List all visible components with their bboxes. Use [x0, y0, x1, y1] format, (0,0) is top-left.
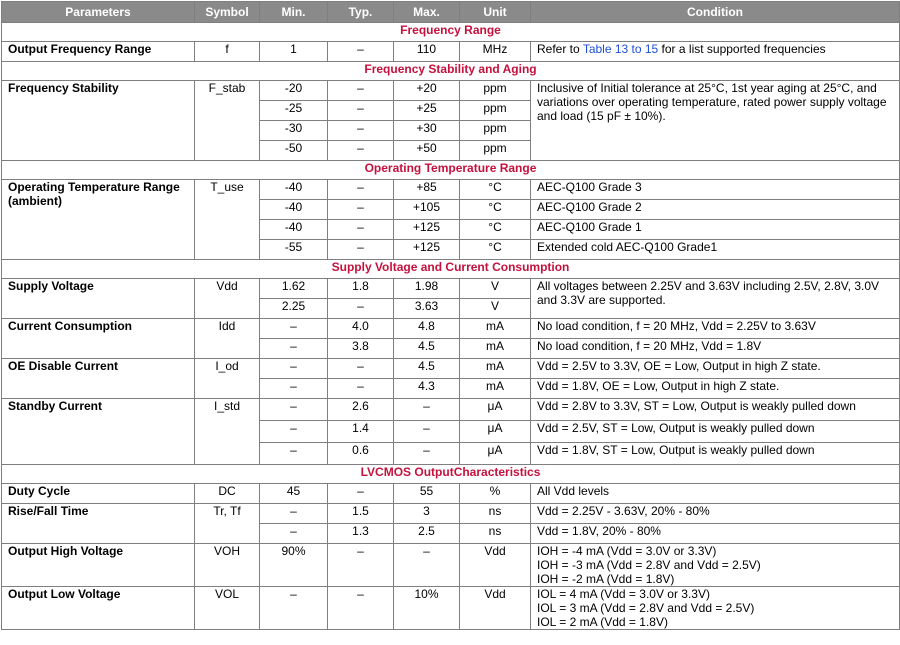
unit-cell: mA [460, 379, 531, 399]
section-row [2, 260, 900, 279]
typ-cell: – [328, 587, 394, 630]
unit-cell: V [460, 279, 531, 299]
condition-cell: AEC-Q100 Grade 2 [531, 200, 900, 220]
typ-cell: 1.5 [328, 504, 394, 524]
symbol-cell: f [195, 42, 260, 62]
min-cell: -55 [260, 240, 328, 260]
min-cell: 2.25 [260, 299, 328, 319]
condition-cell [531, 42, 900, 62]
section-operating-temperature: Operating Temperature Range [2, 161, 900, 180]
table-row [2, 279, 900, 299]
max-cell: 110 [394, 42, 460, 62]
st-pin-label: $\overline{ST}$ [602, 443, 618, 457]
condition-line: IOL = 4 mA (Vdd = 3.0V or 3.3V) [537, 587, 710, 601]
unit-cell: μA [460, 399, 531, 421]
table-13-15-link[interactable]: Table 13 to 15 [582, 42, 659, 56]
condition-cell: AEC-Q100 Grade 1 [531, 220, 900, 240]
unit-cell: ns [460, 504, 531, 524]
condition-cell [531, 443, 900, 465]
table-row [2, 587, 900, 630]
max-cell: 3 [394, 504, 460, 524]
symbol-cell: Tr, Tf [195, 504, 260, 544]
header-parameters: Parameters [2, 2, 195, 23]
condition-cell: All Vdd levels [531, 484, 900, 504]
condition-cell [531, 544, 900, 587]
typ-cell: – [328, 379, 394, 399]
header-typ: Typ. [328, 2, 394, 23]
section-row [2, 23, 900, 42]
header-min: Min. [260, 2, 328, 23]
max-cell: – [394, 544, 460, 587]
typ-cell: – [328, 299, 394, 319]
max-cell: +25 [394, 101, 460, 121]
min-cell: -40 [260, 180, 328, 200]
max-cell: +30 [394, 121, 460, 141]
table-row [2, 180, 900, 200]
condition-cell: Vdd = 2.25V - 3.63V, 20% - 80% [531, 504, 900, 524]
max-cell: +105 [394, 200, 460, 220]
section-frequency-stability: Frequency Stability and Aging [2, 62, 900, 81]
param-standby-current: Standby Current [2, 399, 195, 465]
section-row [2, 465, 900, 484]
table-row [2, 359, 900, 379]
max-cell: 4.5 [394, 359, 460, 379]
param-duty-cycle: Duty Cycle [2, 484, 195, 504]
unit-cell: μA [460, 421, 531, 443]
typ-cell: – [328, 240, 394, 260]
typ-cell: 1.4 [328, 421, 394, 443]
specifications-table [1, 1, 900, 630]
typ-cell: – [328, 359, 394, 379]
max-cell: 3.63 [394, 299, 460, 319]
min-cell: – [260, 443, 328, 465]
condition-cell: No load condition, f = 20 MHz, Vdd = 1.8V [531, 339, 900, 359]
typ-cell: – [328, 141, 394, 161]
condition-cell [531, 587, 900, 630]
section-supply-voltage: Supply Voltage and Current Consumption [2, 260, 900, 279]
table-row [2, 81, 900, 101]
unit-cell: ppm [460, 81, 531, 101]
symbol-cell: T_use [195, 180, 260, 260]
max-cell: 4.8 [394, 319, 460, 339]
condition-text: Vdd = 2.5V, [537, 421, 603, 435]
symbol-cell: Idd [195, 319, 260, 359]
condition-cell: AEC-Q100 Grade 3 [531, 180, 900, 200]
typ-cell: – [328, 544, 394, 587]
min-cell: 1 [260, 42, 328, 62]
condition-text: for a list supported frequencies [658, 42, 826, 56]
min-cell: -25 [260, 101, 328, 121]
symbol-cell: DC [195, 484, 260, 504]
condition-text: Vdd = 1.8V, [537, 443, 603, 457]
min-cell: – [260, 504, 328, 524]
unit-cell: V [460, 299, 531, 319]
table-row [2, 42, 900, 62]
min-cell: 90% [260, 544, 328, 587]
param-operating-temperature: Operating Temperature Range (ambient) [2, 180, 195, 260]
unit-cell: ppm [460, 121, 531, 141]
max-cell: – [394, 443, 460, 465]
typ-cell: – [328, 81, 394, 101]
min-cell: -50 [260, 141, 328, 161]
unit-cell: ppm [460, 101, 531, 121]
section-row [2, 62, 900, 81]
typ-cell: – [328, 180, 394, 200]
max-cell: 4.3 [394, 379, 460, 399]
condition-line: IOH = -2 mA (Vdd = 1.8V) [537, 572, 675, 586]
max-cell: – [394, 421, 460, 443]
typ-cell: 1.3 [328, 524, 394, 544]
typ-cell: 3.8 [328, 339, 394, 359]
param-rise-fall-time: Rise/Fall Time [2, 504, 195, 544]
header-condition: Condition [531, 2, 900, 23]
st-pin-label: $\overline{ST}$ [643, 399, 659, 413]
condition-text: Vdd = 2.8V to 3.3V, [537, 399, 644, 413]
param-current-consumption: Current Consumption [2, 319, 195, 359]
unit-cell: mA [460, 339, 531, 359]
unit-cell: MHz [460, 42, 531, 62]
condition-cell: Inclusive of Initial tolerance at 25°C, 1st year aging at 25°C, and variations over operating temperature, rated power supply voltage and load (15 pF ± 10%). [531, 81, 900, 161]
condition-cell: All voltages between 2.25V and 3.63V including 2.5V, 2.8V, 3.0V and 3.3V are supported. [531, 279, 900, 319]
min-cell: -40 [260, 200, 328, 220]
condition-text: = Low, Output is weakly pulled down [658, 399, 856, 413]
max-cell: +50 [394, 141, 460, 161]
section-row [2, 161, 900, 180]
min-cell: – [260, 379, 328, 399]
min-cell: – [260, 421, 328, 443]
min-cell: – [260, 339, 328, 359]
condition-text: = Low, Output is weakly pulled down [617, 421, 815, 435]
unit-cell: mA [460, 359, 531, 379]
unit-cell: °C [460, 180, 531, 200]
symbol-cell: Vdd [195, 279, 260, 319]
symbol-cell: I_od [195, 359, 260, 399]
header-unit: Unit [460, 2, 531, 23]
typ-cell: 0.6 [328, 443, 394, 465]
max-cell: +125 [394, 240, 460, 260]
param-output-low-voltage: Output Low Voltage [2, 587, 195, 630]
condition-cell: Extended cold AEC-Q100 Grade1 [531, 240, 900, 260]
unit-cell: °C [460, 240, 531, 260]
symbol-cell: VOH [195, 544, 260, 587]
section-frequency-range: Frequency Range [2, 23, 900, 42]
unit-cell: Vdd [460, 587, 531, 630]
condition-cell: No load condition, f = 20 MHz, Vdd = 2.25V to 3.63V [531, 319, 900, 339]
symbol-cell: VOL [195, 587, 260, 630]
max-cell: 10% [394, 587, 460, 630]
max-cell: 1.98 [394, 279, 460, 299]
min-cell: -40 [260, 220, 328, 240]
header-row [2, 2, 900, 23]
min-cell: – [260, 524, 328, 544]
condition-line: IOL = 3 mA (Vdd = 2.8V and Vdd = 2.5V) [537, 601, 755, 615]
condition-cell [531, 421, 900, 443]
header-max: Max. [394, 2, 460, 23]
table-row [2, 399, 900, 421]
table-row [2, 544, 900, 587]
condition-text: Refer to [537, 42, 583, 56]
typ-cell: 4.0 [328, 319, 394, 339]
table-row [2, 319, 900, 339]
max-cell: +125 [394, 220, 460, 240]
section-lvcmos-output: LVCMOS OutputCharacteristics [2, 465, 900, 484]
condition-text: = Low, Output is weakly pulled down [617, 443, 815, 457]
condition-cell [531, 399, 900, 421]
condition-cell: Vdd = 1.8V, 20% - 80% [531, 524, 900, 544]
condition-line: IOH = -3 mA (Vdd = 2.8V and Vdd = 2.5V) [537, 558, 761, 572]
min-cell: – [260, 359, 328, 379]
min-cell: – [260, 587, 328, 630]
min-cell: 45 [260, 484, 328, 504]
max-cell: 55 [394, 484, 460, 504]
st-pin-label: $\overline{ST}$ [602, 421, 618, 435]
typ-cell: 2.6 [328, 399, 394, 421]
min-cell: -30 [260, 121, 328, 141]
header-symbol: Symbol [195, 2, 260, 23]
param-oe-disable-current: OE Disable Current [2, 359, 195, 399]
param-frequency-stability: Frequency Stability [2, 81, 195, 161]
param-output-frequency-range: Output Frequency Range [2, 42, 195, 62]
table-row [2, 484, 900, 504]
unit-cell: ns [460, 524, 531, 544]
param-output-high-voltage: Output High Voltage [2, 544, 195, 587]
typ-cell: – [328, 121, 394, 141]
max-cell: – [394, 399, 460, 421]
typ-cell: – [328, 484, 394, 504]
unit-cell: % [460, 484, 531, 504]
typ-cell: – [328, 200, 394, 220]
typ-cell: – [328, 101, 394, 121]
condition-cell: Vdd = 1.8V, OE = Low, Output in high Z state. [531, 379, 900, 399]
unit-cell: μA [460, 443, 531, 465]
unit-cell: °C [460, 220, 531, 240]
unit-cell: °C [460, 200, 531, 220]
max-cell: +20 [394, 81, 460, 101]
max-cell: 2.5 [394, 524, 460, 544]
min-cell: – [260, 319, 328, 339]
table-row [2, 504, 900, 524]
unit-cell: Vdd [460, 544, 531, 587]
symbol-cell: I_std [195, 399, 260, 465]
min-cell: 1.62 [260, 279, 328, 299]
unit-cell: ppm [460, 141, 531, 161]
max-cell: 4.5 [394, 339, 460, 359]
unit-cell: mA [460, 319, 531, 339]
min-cell: – [260, 399, 328, 421]
condition-line: IOH = -4 mA (Vdd = 3.0V or 3.3V) [537, 544, 717, 558]
typ-cell: – [328, 220, 394, 240]
symbol-cell: F_stab [195, 81, 260, 161]
param-supply-voltage: Supply Voltage [2, 279, 195, 319]
typ-cell: – [328, 42, 394, 62]
min-cell: -20 [260, 81, 328, 101]
max-cell: +85 [394, 180, 460, 200]
typ-cell: 1.8 [328, 279, 394, 299]
condition-cell: Vdd = 2.5V to 3.3V, OE = Low, Output in high Z state. [531, 359, 900, 379]
condition-line: IOL = 2 mA (Vdd = 1.8V) [537, 615, 668, 629]
